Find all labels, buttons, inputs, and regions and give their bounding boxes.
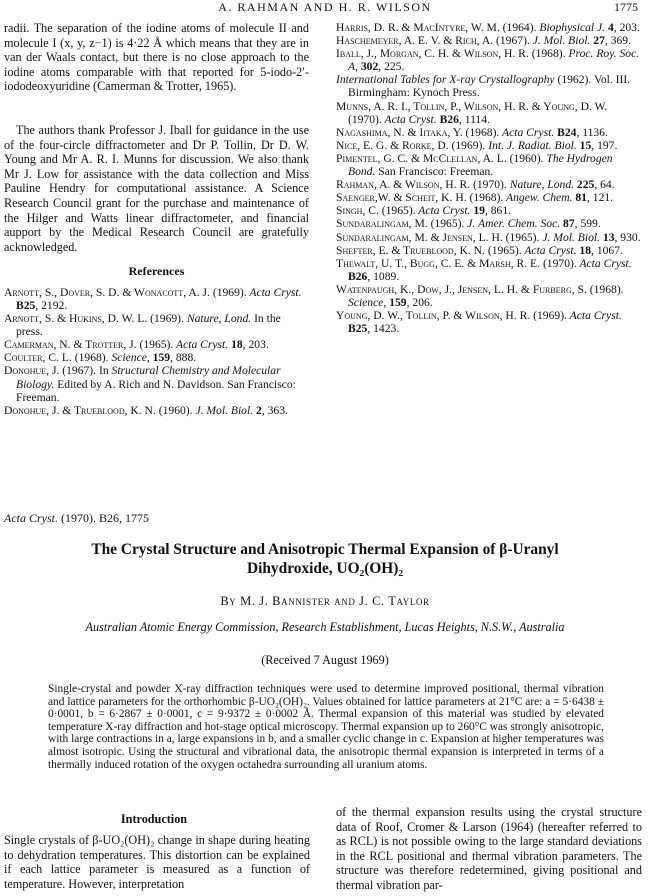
reference-pages: , 64. (594, 178, 615, 192)
article-affiliation: Australian Atomic Energy Commission, Research Establishment, Lucas Heights, N.S.W., Australia (85, 620, 565, 634)
reference-authors: Sundaralingam, M. & Jensen, L. H. (336, 230, 503, 244)
reference-year: (1968). (586, 282, 624, 296)
reference-authors: Iball, J., Morgan, C. H. & Wilson, H. R. (336, 47, 529, 61)
reference-entry (336, 204, 642, 217)
reference-year: (1969). (530, 309, 567, 323)
article-received-date: (Received 7 August 1969) (261, 653, 389, 667)
references-heading: References (128, 264, 185, 279)
reference-entry (336, 126, 642, 139)
reference-journal: Biophysical J. (536, 21, 606, 34)
reference-pages: (1962). Vol. III. Birmingham: Kynoch Press. (348, 73, 631, 100)
reference-year: (1960). (506, 151, 544, 165)
reference-volume: 159 (386, 295, 407, 309)
reference-pages: , 1114. (458, 112, 490, 126)
citation-journal: Acta Cryst. (4, 511, 58, 525)
citation-volume-page: (1970). B26, 1775 (61, 511, 149, 525)
reference-journal: J. Mol. Biol. (529, 34, 591, 48)
previous-article-right-column (336, 21, 642, 335)
reference-year: (1967). (493, 34, 530, 48)
reference-pages: , 197. (591, 138, 618, 152)
reference-authors: Singh, C. (336, 204, 379, 218)
reference-volume: 159 (149, 351, 171, 365)
reference-entry (336, 257, 642, 283)
reference-pages: , 1423. (367, 322, 400, 336)
introduction-left-text: Single crystals of β-UO₂(OH)₂ change in shape during heating to dehydration temperatures. This distortion can be explained if each lattice parameter is measured as a function of temperature. However, interpretation (4, 833, 310, 891)
reference-authors: Camerman, N. & Trotter, J. (4, 338, 137, 352)
reference-pages: San Francisco: Freeman. (375, 165, 494, 179)
reference-entry (336, 178, 642, 191)
reference-authors: Saenger,W. & Scheit, K. H. (336, 191, 467, 205)
reference-journal: Acta Cryst. (566, 309, 622, 323)
reference-entry (4, 312, 309, 338)
reference-volume: 13 (600, 230, 615, 244)
references-list-right (336, 21, 642, 335)
reference-journal: Acta Cryst. (521, 243, 577, 257)
article-title-line-1: The Crystal Structure and Anisotropic Thermal Expansion of β-Uranyl (91, 541, 559, 558)
introduction-right-text: of the thermal expansion results using the crystal structure data of Roof, Cromer & Larson (1964) (hereafter referred to as RCL) is not possible owing to the large standard deviations in the RCL positional and thermal vibration parameters. The structure was therefore redetermined, giving positional and thermal vibration par- (336, 805, 642, 892)
reference-volume: 2 (253, 403, 262, 417)
reference-authors: Donohue, J. & Trueblood, K. N. (4, 403, 156, 417)
reference-authors: Haschemeyer, A. E. V. & Rich, A. (336, 34, 494, 48)
reference-authors: Shefter, E. & Trueblood, K. N. (336, 243, 485, 257)
reference-pages: , 363. (261, 403, 288, 417)
reference-journal: Acta Cryst. (173, 338, 229, 352)
reference-entry (4, 404, 309, 417)
article-title-line-2: Dihydroxide, UO₂(OH)₂ (246, 560, 404, 577)
reference-authors: Donohue, J. (4, 364, 60, 378)
reference-year: (1965). (484, 243, 522, 257)
reference-year: (1970). (540, 256, 577, 270)
reference-authors: Nagashima, N. & Iitaka, Y. (336, 125, 463, 139)
reference-pages: , 599. (574, 217, 601, 231)
reference-pages: , 930. (614, 230, 641, 244)
reference-pages: , 1136. (576, 125, 608, 139)
reference-volume: B26 (436, 112, 459, 126)
reference-authors: Sundaralingam, M. (336, 217, 428, 231)
article-abstract: Single-crystal and powder X-ray diffraction techniques were used to determine improved positional, thermal vibration and lattice parameters for the orthorhombic β-UO₂(OH)₂. Values obtained for lattice parameters at 21°C are: a = 5·6438 ± 0·0001, b = 6·2867 ± 0·0001, c = 9·9372 ± 0·0002 Å. Thermal expansion of this material was studied by elevated temperature X-ray diffraction and hot-stage optical microscopy. Thermal expansion up to 260°C was strongly anisotropic, with large contractions in a, large expansions in b, and a smaller cyclic change in c. Expansion at higher temperatures was almost isotropic. Using the structural and vibrational data, the anisotropic thermal expansion is interpreted in terms of a thermally induced rotation of the oxygen octahedra surrounding all uranium atoms. (48, 683, 604, 771)
reference-authors: Nice, E. G. & Rorke, D. (336, 138, 449, 152)
reference-entry (336, 34, 642, 47)
reference-entry (4, 364, 309, 403)
reference-volume: 18 (228, 338, 243, 352)
reference-entry (336, 244, 642, 257)
reference-authors: Arnott, S., Dover, S. D. & Wonacott, A. J. (4, 285, 210, 299)
previous-article-end-paragraph: radii. The separation of the iodine atoms of molecule II and molecule I (x, y, z−1) is 4·22 Å which means that they are in van der Waals contact, but there is no close approach to the iodine atoms comparable with that reported for 5-iodo-2′-iododeoxyuridine (Camerman & Trotter, 1965). (4, 21, 309, 94)
reference-journal: Science, (108, 351, 150, 365)
reference-pages: , 121. (586, 191, 614, 205)
reference-entry (336, 309, 642, 335)
reference-journal: Acta Cryst. (415, 204, 471, 218)
reference-pages: In the press. (16, 312, 281, 339)
reference-journal: Acta Cryst. (381, 112, 437, 126)
reference-entry (336, 283, 642, 309)
reference-entry (336, 100, 642, 126)
previous-article-left-column (4, 21, 309, 417)
reference-year: (1968). (466, 191, 504, 205)
reference-year: (1969). (147, 312, 184, 326)
reference-authors: Harris, D. R. & MacIntyre, W. M. (336, 21, 500, 34)
reference-volume: 27 (590, 34, 605, 48)
references-list-left (4, 286, 309, 417)
reference-pages: , 369. (604, 34, 631, 48)
reference-authors: Watenpaugh, K., Dow, J., Jensen, L. H. & Furberg, S. (336, 282, 587, 296)
reference-journal: International Tables for X-ray Crystallography (336, 73, 555, 87)
reference-year: (1970). (348, 112, 382, 126)
reference-journal: Nature, Lond. (183, 312, 252, 326)
reference-entry (336, 217, 642, 230)
reference-pages: , 203. (242, 338, 269, 352)
reference-entry (4, 286, 309, 312)
reference-year: (1965). (502, 230, 540, 244)
reference-year: (1965). (427, 217, 465, 231)
reference-authors: Munns, A. R. I., Tollin, P., Wilson, H. R. & Young, D. W. (336, 99, 608, 113)
reference-journal: Acta Cryst. (576, 256, 632, 270)
reference-journal: Nature, Lond. (506, 178, 575, 192)
acknowledgements-paragraph: The authors thank Professor J. Iball for guidance in the use of the four-circle diffractometer and Dr P. Tollin, Dr D. W. Young and Mr A. R. I. Munns for discussion. We also thank Mr J. Low for assistance with the data collection and Miss Pauline Hendry for computational assistance. A Science Research Council grant for the purchase and maintenance of the Hilger and Watts linear diffractometer, and financial aupport by the Medical Research Council are gratefully acknowledged. (4, 122, 309, 254)
reference-year: (1960). (155, 403, 193, 417)
reference-entry (336, 152, 642, 178)
reference-volume: B26 (348, 269, 368, 283)
reference-authors: Young, D. W., Tollin, P. & Wilson, H. R. (336, 309, 531, 323)
article-byline: By M. J. Bannister and J. C. Taylor (220, 594, 430, 608)
reference-volume: 15 (576, 138, 592, 152)
reference-entry (4, 351, 309, 364)
reference-volume: 302 (357, 60, 379, 74)
reference-pages: , 203. (613, 21, 640, 34)
reference-pages: , 1089. (367, 269, 400, 283)
reference-journal: The Hydrogen Bond. (348, 151, 613, 179)
reference-volume: 4 (605, 21, 614, 34)
reference-year: (1969). (448, 138, 486, 152)
reference-volume: 19 (470, 204, 485, 218)
reference-volume: 18 (576, 243, 592, 257)
reference-volume: B25 (348, 322, 368, 336)
page-number: 1775 (614, 0, 638, 14)
reference-authors: Pimentel, G. C. & McClellan, A. L. (336, 151, 507, 165)
reference-pages: , 206. (406, 295, 433, 309)
reference-pages: , 888. (170, 351, 197, 365)
reference-authors: Rahman, A. & Wilson, H. R. (336, 178, 471, 192)
reference-journal: Int. J. Radiat. Biol. (485, 138, 577, 152)
reference-entry (336, 191, 642, 204)
reference-pages: , 2192. (35, 299, 68, 312)
reference-pages: Edited by A. Rich and N. Davidson. San Francisco: Freeman. (16, 377, 296, 404)
reference-entry (4, 338, 309, 351)
reference-entry (336, 47, 642, 73)
reference-pages: , 225. (378, 60, 405, 74)
reference-entry (336, 21, 642, 34)
reference-year: (1969). (209, 285, 247, 299)
running-head-authors: A. RAHMAN AND H. R. WILSON (218, 0, 432, 14)
reference-journal: Science, (348, 295, 387, 309)
reference-journal: Acta Cryst. (246, 285, 302, 299)
reference-year: (1965). (136, 338, 174, 352)
reference-year: (1967). In (59, 364, 109, 378)
reference-authors: Arnott, S. & Hukins, D. W. L. (4, 312, 148, 326)
reference-entry (336, 231, 642, 244)
reference-year: (1964). (499, 21, 537, 34)
reference-pages: , 861. (484, 204, 512, 218)
reference-volume: 87 (560, 217, 575, 231)
reference-pages: , 1067. (591, 243, 623, 257)
reference-volume: B24 (554, 125, 577, 139)
reference-authors: Coulter, C. L. (4, 351, 72, 365)
reference-journal: J. Mol. Biol. (192, 403, 254, 417)
reference-journal: Proc. Roy. Soc. A, (348, 47, 640, 74)
article-title (0, 540, 650, 578)
reference-volume: 81 (572, 191, 587, 205)
reference-journal: Angew. Chem. (503, 191, 573, 205)
reference-year: (1968). (462, 125, 500, 139)
reference-volume: B25 (16, 299, 36, 312)
reference-volume: 225 (574, 178, 595, 192)
running-head (0, 0, 650, 18)
reference-journal: Structural Chemistry and Molecular Biology. (16, 364, 281, 391)
reference-authors: Thewalt, U. T., Bugg, C. E. & Marsh, R. E. (336, 256, 541, 270)
reference-year: (1965). (378, 204, 416, 218)
reference-entry (336, 139, 642, 152)
article-citation (4, 511, 149, 526)
reference-journal: Acta Cryst. (499, 125, 555, 139)
reference-journal: J. Amer. Chem. Soc. (464, 217, 561, 231)
reference-year: (1968). (528, 47, 566, 61)
reference-year: (1968). (71, 351, 109, 365)
introduction-heading: Introduction (120, 812, 188, 826)
reference-journal: J. Mol. Biol. (539, 230, 600, 244)
reference-year: (1970). (470, 178, 507, 192)
reference-entry (336, 73, 642, 99)
